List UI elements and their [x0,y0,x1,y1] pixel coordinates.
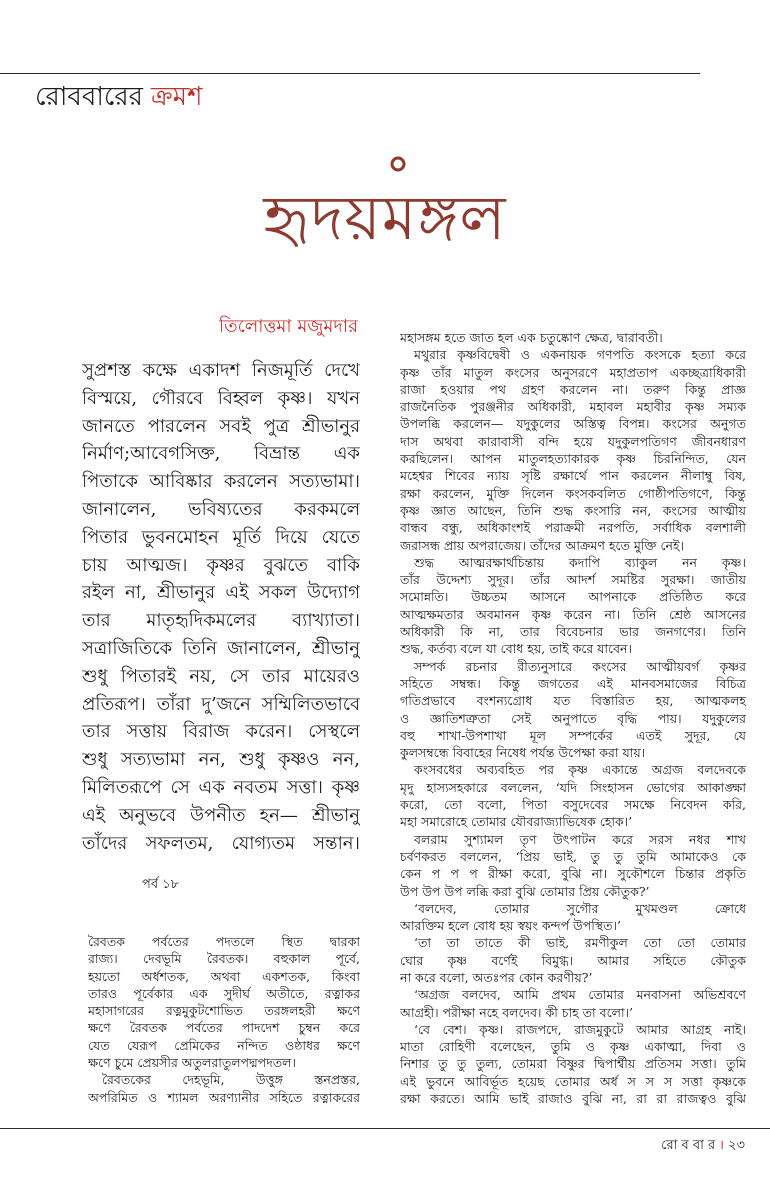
lead-line: পিতাকে আবিষ্কার করলেন সত্যভামা। [82,471,360,493]
body-line: অপরিমিত ও শ্যামল অরণ্যানীর সহিতে রত্নাকরের [88,1089,360,1105]
body-line: রক্ষা করলেন, মুক্তি দিলেন কংসকবলিত গোষ্ঠীপতিগণে, কিন্তু [400,485,746,501]
lead-line: সুপ্রশস্ত কক্ষে একাদশ নিজমূর্তি দেখে [82,360,360,381]
lead-line: তার মাতৃহৃদিকমলের ব্যাখ্যাতা। [82,610,360,632]
section-accent-label: ক্রমশ [150,82,203,112]
body-line: না করে বলো, অতঃপর কোন করণীয়?’ [400,969,593,985]
body-line: কংসবধের অব্যবহিত পর কৃষ্ণ একান্তে অগ্রজ বলদেবকে [414,762,746,778]
author-name: তিলোত্তমা মজুমদার [218,316,358,337]
body-line: গতিপ্রভাবে বংশন্যগ্রোধ যত বিস্তারিত হয়, আত্মকলহ [400,693,746,709]
body-line: কৃষ্ণ তাঁর মাতুল কংসের অনুসরণে মহাপ্রতাপ একচ্ছত্রাধিকারী [400,364,746,380]
lead-line: জানতে পারলেন সবই পুত্র শ্রীভানুর [82,415,360,437]
body-line: ক্ষণে রৈবতক পর্বতের পাদদেশ চুম্বন করে [88,1020,360,1036]
section-label: রোববারের [35,82,143,112]
body-line: ‘বলদেব, তোমার সুগৌর মুখমণ্ডল ক্রোধে [414,900,746,916]
body-line: জরাসন্ধ প্রায় অপরাজেয়। তাঁদের আক্রমণ হতে মুক্তি নেই। [400,537,684,553]
body-line: করো, তো বলো, পিতা বসুদেবের সমক্ষে নিবেদন করি, [400,797,746,813]
body-line: রাজ্য। দেবভূমি রৈবতক। বহুকাল পূর্বে, [88,951,360,967]
lead-line: শুধু পিতারই নয়, সে তার মায়েরও [82,665,360,687]
lead-line: রইল না, শ্রীভানুর এই সকল উদ্যোগ [82,582,360,604]
lead-line: পিতার ভুবনমোহন মূর্তি দিয়ে যেতে [82,526,360,548]
lead-line: সত্রাজিতিকে তিনি জানালেন, শ্রীভানু [82,637,360,659]
body-line: আত্মক্ষমতার অবমানন কৃষ্ণ করেন না। তিনি শ্রেষ্ঠ আসনের [400,606,746,622]
lead-line: শুধু সত্যভামা নন, শুধু কৃষ্ণও নন, [82,749,360,771]
episode-label: পর্ব ১৮ [142,877,180,892]
lead-line: মিলিতরূপে সে এক নবতম সত্তা। কৃষ্ণ [82,776,360,798]
body-line: মৃদু হাস্যসহকারে বললেন, ‘যদি সিংহাসন ভোগের আকাঙ্ক্ষা [400,779,746,795]
footer-page-number: ২৩ [728,1138,745,1153]
body-line: সমোন্নতি। উচ্চতম আসনে আপনাকে প্রতিষ্ঠিত করে [400,589,746,605]
series-title-text: হৃদয়মঙ্গল [263,181,507,254]
lead-line: প্রতিরূপ। তাঁরা দু’জনে সম্মিলিতভাবে [82,693,360,715]
body-line: রৈবতক পর্বতের পদতলে স্থিত দ্বারকা [88,934,360,949]
body-line: রাজা হওয়ার পথ গ্রহণ করলেন না। তরুণ কিন্তু প্রাজ্ঞ [400,381,746,397]
body-line: ক্ষণে চুমে প্রেয়সীর অতুলরাতুলপদ্মপদতল। [88,1055,296,1071]
body-line: যেত যেরূপ প্রেমিকের নন্দিত ওষ্ঠাধর ক্ষণে [88,1037,360,1053]
lead-line: জানালেন, ভবিষ্যতের করকমলে [82,498,360,520]
body-column-right [400,329,746,1107]
body-line: সম্পর্ক রচনার রীত্যনুসারে কংসের আত্মীয়বর্গ কৃষ্ণর [414,658,746,674]
body-line: কেন প প প রীক্ষা করো, বুঝি না। সুকৌশলে চিন্তার প্রকৃতি [400,866,746,882]
page-footer [661,1137,745,1155]
body-line: এই ভুবনে আবির্ভূত হয়েছ তোমার অর্ধ স স স সত্তা কৃষ্ণকে [400,1073,746,1089]
lead-line: তাঁদের সফলতম, যোগ্যতম সন্তান। [82,832,360,854]
body-line: উপ উপ উপ লব্ধি করা বুঝি তোমার প্রিয় কৌতুক?’ [400,883,650,899]
body-line: রক্ষা করতে। আমি ভাই রাজাও বুঝি না, রা রা রাজত্বও বুঝি [400,1091,746,1107]
body-line: হয়তো অর্ধশতক, অথবা একশতক, কিংবা [88,968,360,984]
body-line: রাজনৈতিক পুরঞ্জনীর অধিকারী, মহাবল মহাবীর কৃষ্ণ সম্যক [400,399,746,415]
body-line: ‘অগ্রজ বলদেব, আমি প্রথম তোমার মনবাসনা অভিশ্রবণে [414,987,746,1003]
body-line: মহা সমারোহে তোমার যৌবরাজ্যাভিষেক হোক।’ [400,814,633,830]
top-rule [0,73,700,74]
body-line: বান্ধব বন্ধু, অধিকাংশই পরাক্রমী নরপতি, সর্বাধিক বলশালী [400,520,746,536]
body-line: ‘বে বেশ। কৃষ্ণ। রাজপদে, রাজমুকুটে আমার আগ্রহ নাই। [414,1021,746,1037]
body-line: মহাসাগরের রত্নমুকুটশোভিত তরঙ্গলহরী ক্ষণে [88,1003,360,1019]
body-line: শুদ্ধ, কর্তব্য বলে যা বোধ হয়, তাই করে যাবেন। [400,641,632,657]
body-line: আগ্রহী। পরীক্ষা নহে বলদেব। কী চাহ তা বলো।’ [400,1004,634,1020]
footer-separator: । [719,1138,725,1153]
body-line: দাস অথবা কারাবাসী বন্দি হয়ে যদুকুলপতিগণ জীবনধারণ [400,433,746,449]
body-line: বহু শাখা-উপশাখা মূল সম্পর্কের এতই সুদূর, যে [400,727,746,743]
body-line: মথুরার কৃষ্ণবিদ্বেষী ও একনায়ক গণপতি কংসকে হত্যা করে [414,347,746,363]
section-header [35,80,203,114]
lead-line: নির্মাণ;আবেগসিক্ত, বিভ্রান্ত এক [82,443,360,465]
body-line: মহাসঙ্গম হতে জাত হল এক চতুষ্কোণ ক্ষেত্র, দ্বারাবতী। [400,330,663,345]
body-line: করছিলেন। আপন মাতুলহত্যাকারক কৃষ্ণ চিরনিন্দিত, যেন [400,451,746,467]
body-line: রৈবতকের দেহভূমি, উত্তুঙ্গ স্তনপ্রস্তর, [102,1072,360,1088]
body-line: ঘোর কৃষ্ণ বর্ণেই বিমুগ্ধ। আমার সহিতে কৌতুক [400,952,746,968]
body-line: তারও পূর্বেকার এক সুদীর্ঘ অতীতে, রত্নাকর [88,985,360,1001]
body-line: চর্বণকরত বললেন, ‘প্রিয় ভাই, তু তু তুমি আমাকেও কে [400,848,746,864]
body-line: নিশার তু তু তুল্য, তোমরা বিষ্ণুর দ্বিপার্শ্বীয় প্রতিসম সত্তা। তুমি [400,1056,746,1072]
body-line: তাঁর উদ্দেশ্য সুদূর। তাঁর আদর্শ সমষ্টির সুরক্ষা। জাতীয় [400,572,746,588]
series-title-logo [205,150,565,275]
lead-paragraph [82,357,360,857]
lead-line: তার সত্তায় বিরাজ করেন। সেস্থলে [82,721,360,743]
bottom-rule [0,1128,770,1129]
body-line: সহিতে সম্বন্ধ। কিন্তু জগতের এই মানবসমাজের বিচিত্র [400,675,746,691]
body-line: কৃষ্ণ জ্ঞাত আছেন, তিনি শুদ্ধ কংসারি নন, কংসের আত্মীয় [400,502,746,518]
lead-line: এই অনুভবে উপনীত হন— শ্রীভানু [82,804,360,826]
body-line: বলরাম সুশ্যামল তৃণ উৎপাটন করে সরস নধর শাখ [414,831,746,847]
body-line: কুলসম্বন্ধে বিবাহের নিষেধ পর্যন্ত উপেক্ষা করা যায়। [400,745,646,761]
body-line: ও জ্ঞাতিশত্রুতা সেই অনুপাতে বৃদ্ধি পায়। যদুকুলের [400,710,746,726]
body-line: আরক্তিম হলে বোধ হয় স্বয়ং কন্দর্প উপস্থিত।’ [400,918,621,934]
body-line: ‘তা তা তাতে কী ভাই, রমণীকুল তো তো তোমার [414,935,746,951]
body-column-left [88,933,360,1106]
body-line: মহেশ্বর শিবের ন্যায় সৃষ্টি রক্ষার্থে পান করলেন নীলাম্বু বিষ, [400,468,746,484]
lead-line: চায় আত্মজ। কৃষ্ণর বুঝতে বাকি [82,554,360,576]
body-line: অধিকারী কি না, তার বিবেচনার ভার জনগণের। তিনি [400,624,746,640]
footer-magazine-name: রো ব বা র [661,1138,716,1153]
body-line: মাতা রোহিণী বলেছেন, তুমি ও কৃষ্ণ একাত্মা, দিবা ও [400,1039,746,1055]
lead-line: বিস্ময়ে, গৌরবে বিহ্বল কৃষ্ণ। যখন [82,387,360,409]
body-line: শুদ্ধ আত্মরক্ষার্থচিন্তায় কদাপি ব্যাকুল নন কৃষ্ণ। [414,554,746,570]
body-line: উপলব্ধি করলেন— যদুকুলের অস্তিত্ব বিপন্ন। কংসের অনুগত [400,416,746,432]
